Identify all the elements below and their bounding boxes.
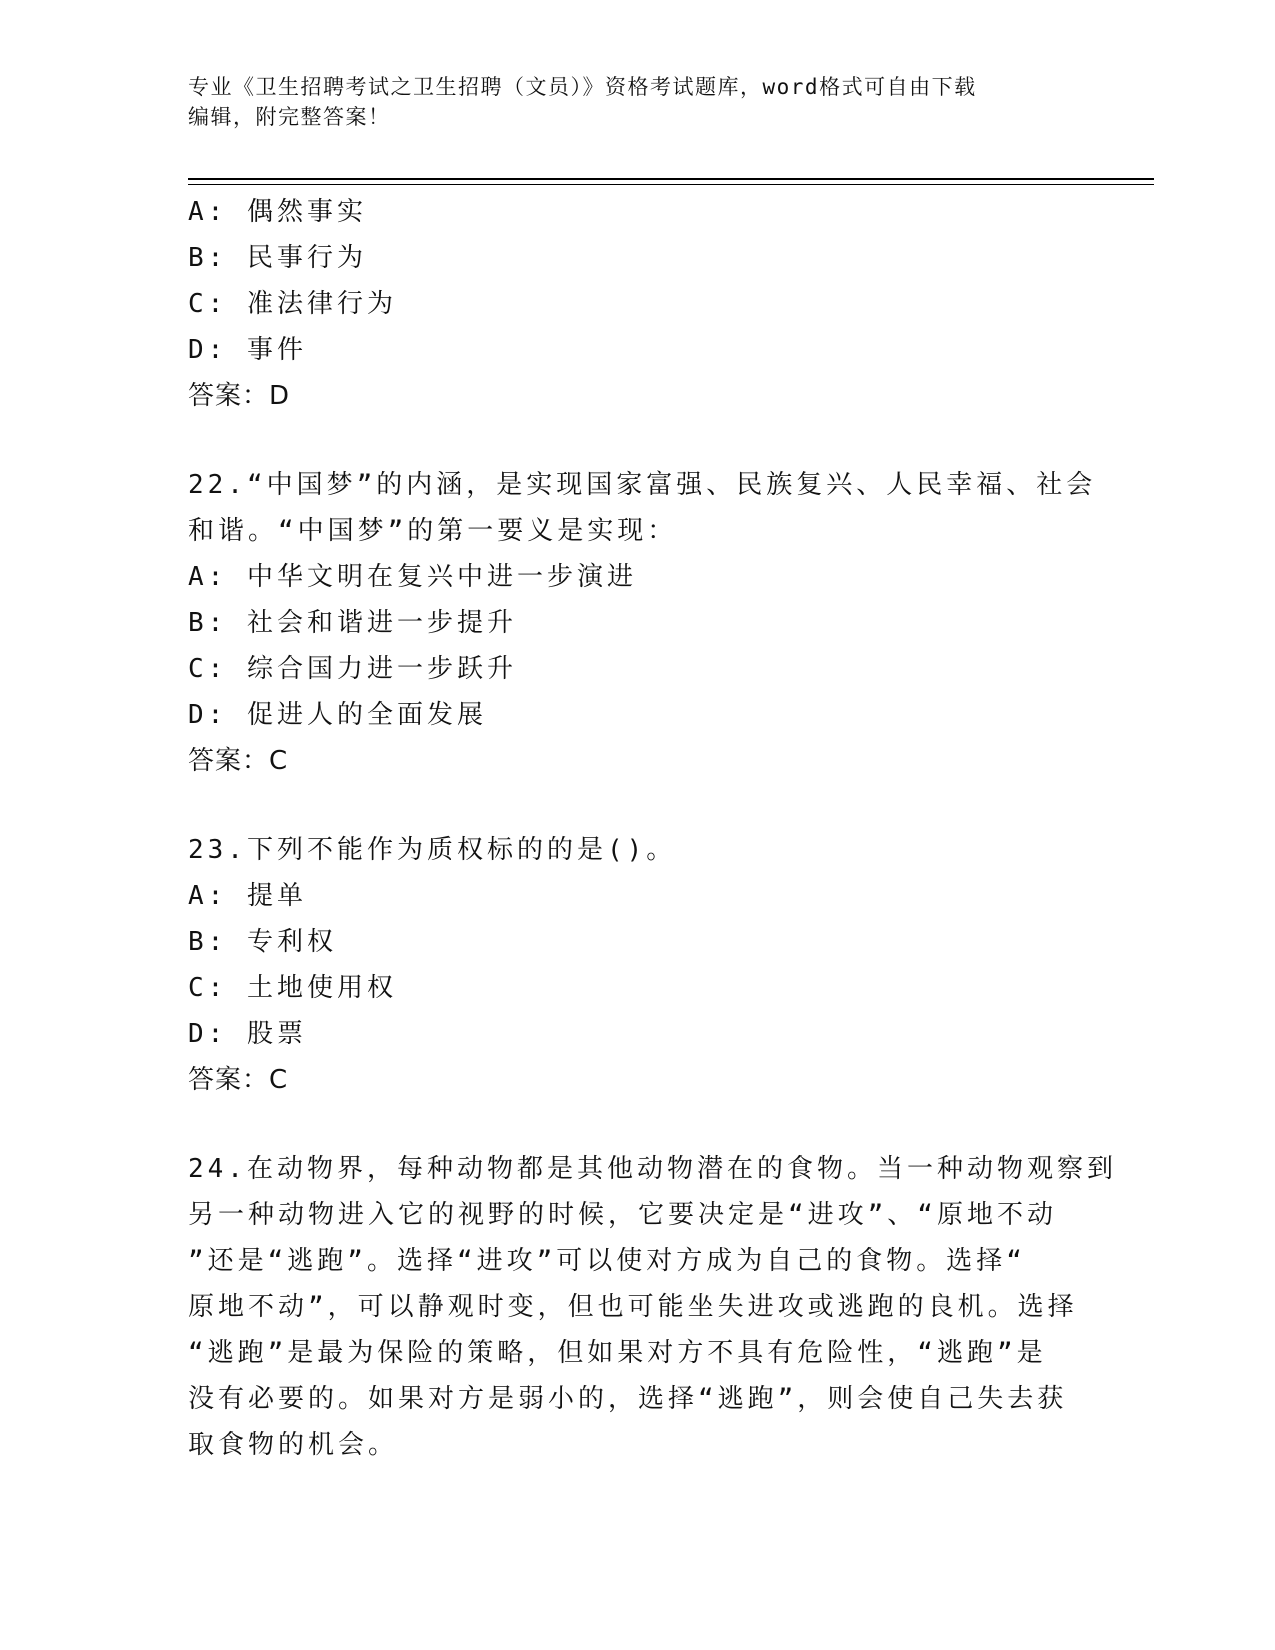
answer-line: 答案：D [188,381,291,411]
answer-line: 答案：C [188,1065,289,1095]
question-stem [188,462,1097,554]
header-divider-thin [188,184,1154,185]
option-b: B: 社会和谐进一步提升 [188,608,517,638]
question-stem [188,1146,1117,1468]
question-23 [188,827,1088,1103]
option-d: D: 促进人的全面发展 [188,700,487,730]
stem-line: 24.在动物界，每种动物都是其他动物潜在的食物。当一种动物观察到 [188,1154,1117,1184]
option-a: A: 偶然事实 [188,197,367,227]
header-line-2: 编辑，附完整答案！ [188,105,391,129]
spacer [188,1103,1088,1146]
stem-line: “逃跑”是最为保险的策略，但如果对方不具有危险性，“逃跑”是 [188,1338,1047,1368]
option-a: A: 中华文明在复兴中进一步演进 [188,562,637,592]
spacer [188,419,1088,462]
option-b: B: 民事行为 [188,243,367,273]
header-line-1: 专业《卫生招聘考试之卫生招聘（文员）》资格考试题库，word格式可自由下载 [188,75,977,99]
question-24 [188,1146,1117,1468]
option-c: C: 准法律行为 [188,289,397,319]
question-22 [188,462,1097,784]
option-c: C: 综合国力进一步跃升 [188,654,517,684]
spacer [188,784,1088,827]
stem-line: 原地不动”，可以静观时变，但也可能坐失进攻或逃跑的良机。选择 [188,1292,1078,1322]
stem-line: 22.“中国梦”的内涵，是实现国家富强、民族复兴、人民幸福、社会 [188,470,1097,500]
option-c: C: 土地使用权 [188,973,397,1003]
document-header [188,72,1088,132]
question-list [188,189,1117,1468]
stem-line: 没有必要的。如果对方是弱小的，选择“逃跑”，则会使自己失去获 [188,1384,1068,1414]
question-stem [188,827,1088,873]
answer-line: 答案：C [188,746,289,776]
stem-line: ”还是“逃跑”。选择“进攻”可以使对方成为自己的食物。选择“ [188,1246,1026,1276]
header-divider-thick [188,178,1154,180]
stem-line: 取食物的机会。 [188,1430,399,1460]
option-d: D: 事件 [188,335,307,365]
option-b: B: 专利权 [188,927,337,957]
option-d: D: 股票 [188,1019,307,1049]
stem-line: 另一种动物进入它的视野的时候，它要决定是“进攻”、“原地不动 [188,1200,1057,1230]
stem-line: 和谐。“中国梦”的第一要义是实现： [188,516,678,546]
question-21 [188,189,1088,419]
option-a: A: 提单 [188,881,307,911]
stem-line: 23.下列不能作为质权标的的是()。 [188,835,677,865]
